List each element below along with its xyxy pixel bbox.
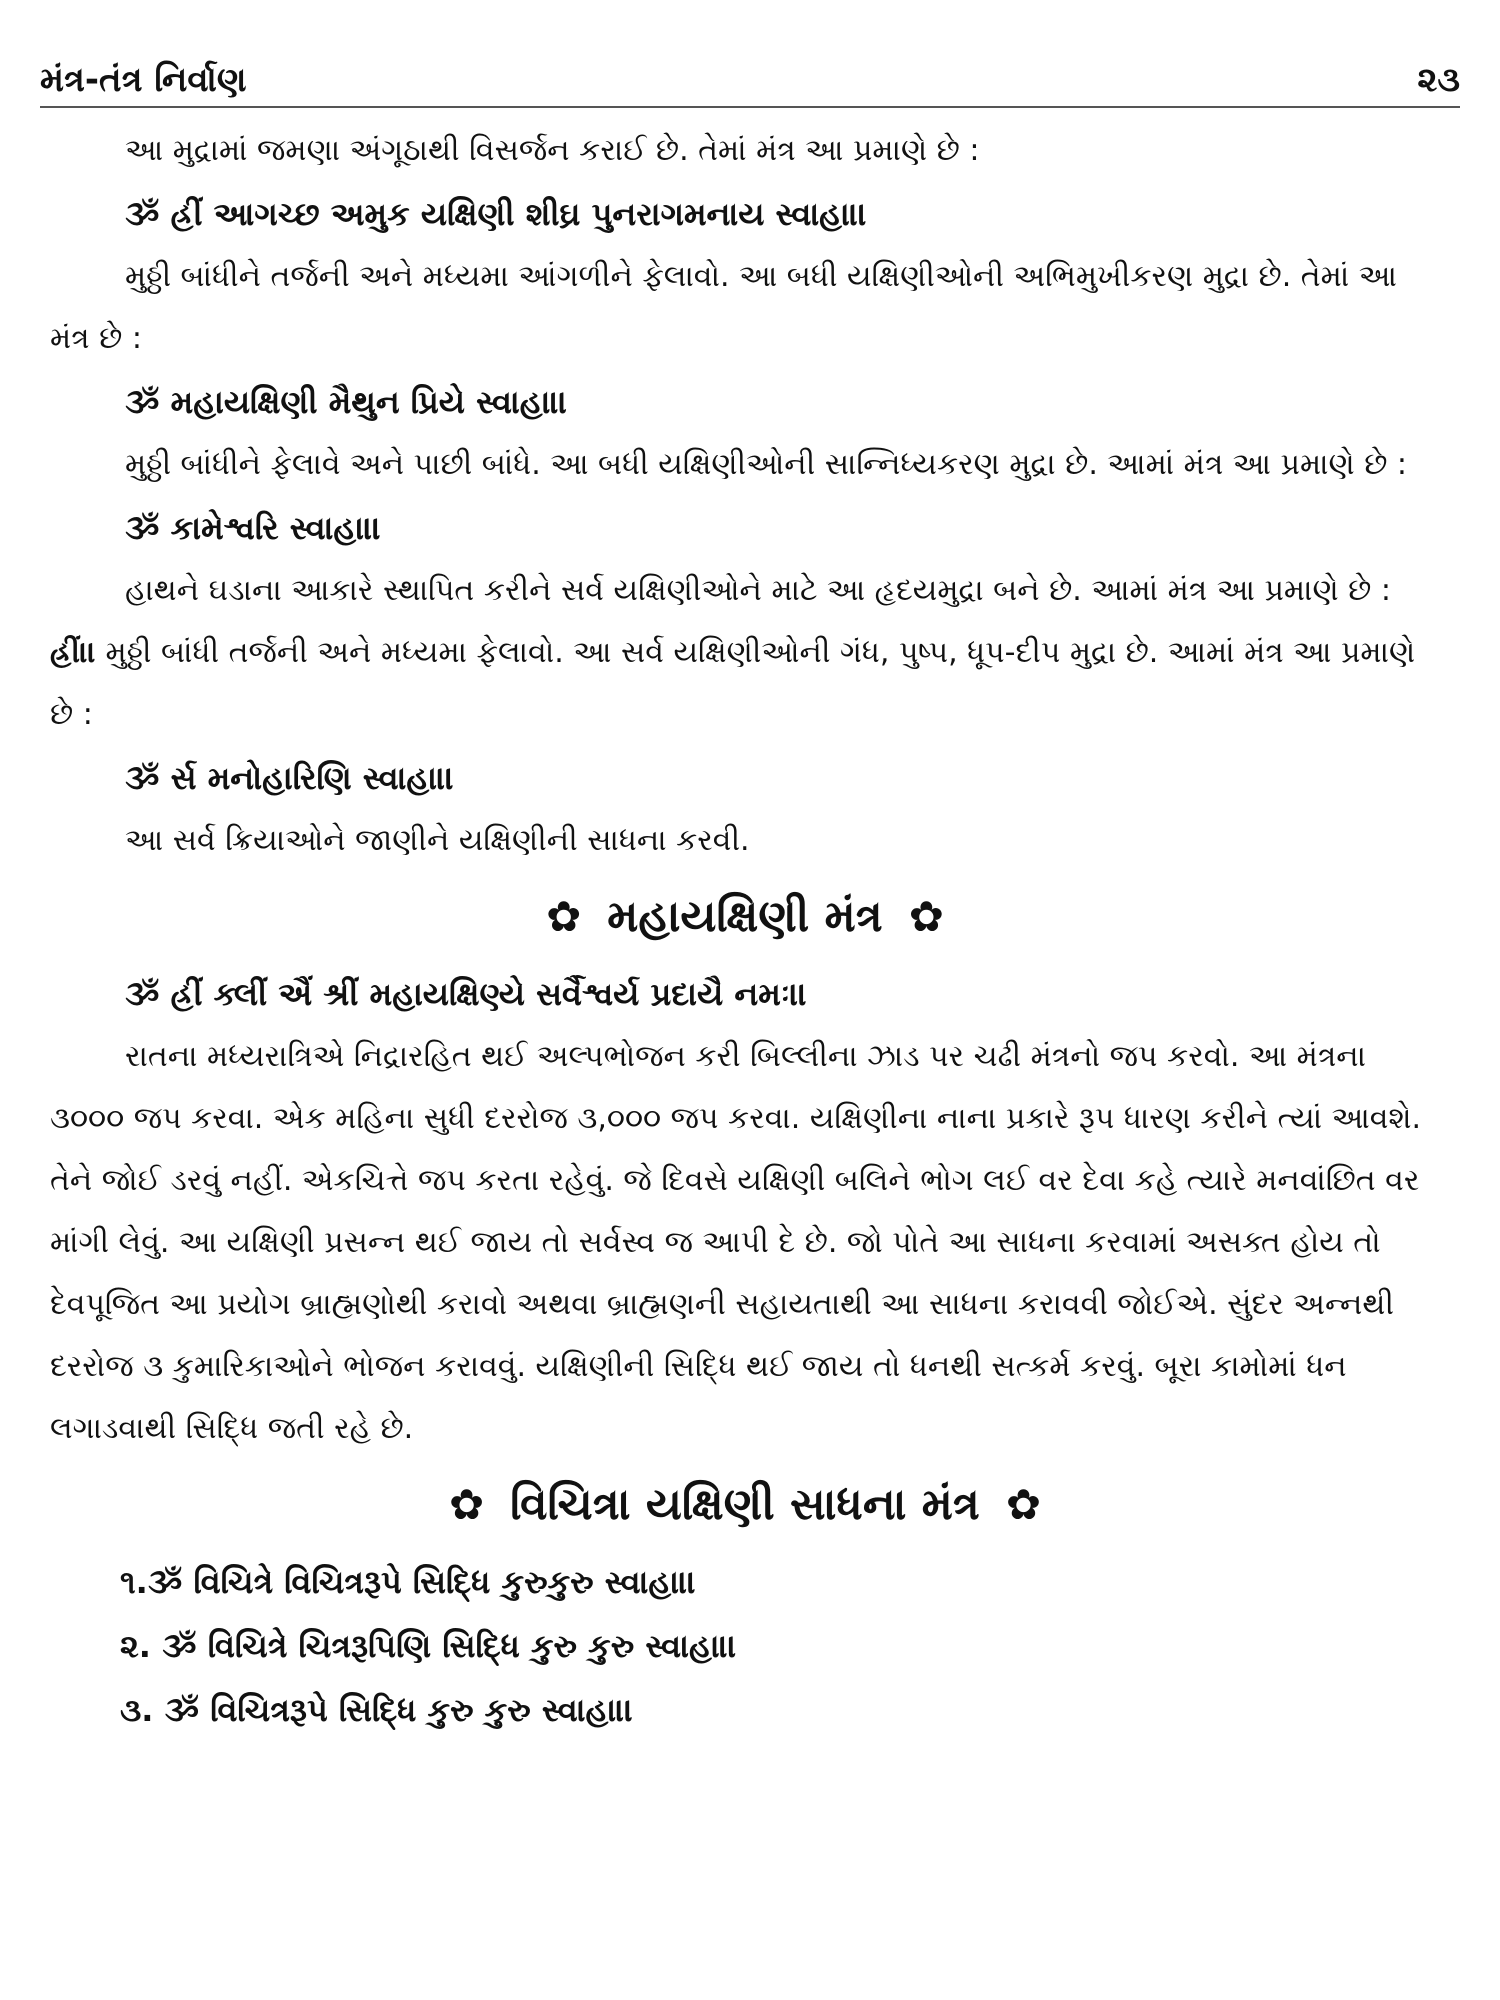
mantra-line: ૐ ર્સ મનોહારિણિ સ્વાહા।। — [125, 759, 455, 797]
list-item: ૨. ૐ વિચિત્રે ચિત્રરૂપિણિ સિદ્ધિ કુરુ કુરુ સ્વાહા।। — [120, 1627, 737, 1665]
paragraph: મુઠ્ઠી બાંધીને તર્જની અને મધ્યમા આંગળીને ફેલાવો. આ બધી યક્ષિણીઓની અભિમુખીકરણ મુદ્રા છે. તેમાં આ મંત્ર છે : — [50, 259, 1397, 356]
flower-ornament-icon: ✿ — [546, 892, 582, 941]
paragraph: મુઠ્ઠી બાંધીને ફેલાવે અને પાછી બાંધે. આ બધી યક્ષિણીઓની સાન્નિધ્યકરણ મુદ્રા છે. આમાં મંત્ર આ પ્રમાણે છે : — [125, 447, 1408, 482]
mantra-line: ૐ કામેશ્વરિ સ્વાહા।। — [125, 509, 382, 547]
section-heading — [50, 1460, 1440, 1550]
mantra-line: ૐ હ્રીં ક્લીં ઐં શ્રીં મહાયક્ષિણ્યે સર્વૈશ્વર્ય પ્રદાયૈ નમઃ।। — [125, 975, 808, 1013]
paragraph: આ સર્વ ક્રિયાઓને જાણીને યક્ષિણીની સાધના કરવી. — [125, 823, 750, 858]
paragraph — [50, 560, 1440, 746]
page-number: ૨૩ — [1417, 60, 1460, 100]
section-title: વિચિત્રા યક્ષિણી સાધના મંત્ર — [510, 1479, 980, 1530]
flower-ornament-icon: ✿ — [908, 892, 944, 941]
list-item: ૩. ૐ વિચિત્રરૂપે સિદ્ધિ કુરુ કુરુ સ્વાહા।। — [120, 1691, 634, 1729]
flower-ornament-icon: ✿ — [448, 1480, 485, 1529]
section-heading — [50, 872, 1440, 962]
running-header — [40, 60, 1460, 108]
paragraph-text: મુઠ્ઠી બાંધી તર્જની અને મધ્યમા ફેલાવો. આ સર્વ યક્ષિણીઓની ગંધ, પુષ્પ, ધૂપ-દીપ મુદ્રા છે. આમાં મંત્ર આ પ્રમાણે છે : — [50, 635, 1416, 732]
flower-ornament-icon: ✿ — [1005, 1480, 1042, 1529]
page-body — [50, 120, 1440, 1742]
inline-mantra: હ્રીં।। — [50, 635, 96, 670]
paragraph-text: હાથને ઘડાના આકારે સ્થાપિત કરીને સર્વ યક્ષિણીઓને માટે આ હૃદયમુદ્રા બને છે. આમાં મંત્ર આ પ્રમાણે છે : — [125, 573, 1391, 608]
mantra-line: ૐ મહાયક્ષિણી મૈથુન પ્રિયે સ્વાહા।। — [125, 383, 568, 421]
list-item: ૧.ૐ વિચિત્રે વિચિત્રરૂપે સિદ્ધિ કુરુકુરુ સ્વાહા।। — [120, 1563, 697, 1601]
paragraph: આ મુદ્રામાં જમણા અંગૂઠાથી વિસર્જન કરાઈ છે. તેમાં મંત્ર આ પ્રમાણે છે : — [125, 133, 980, 168]
mantra-line: ૐ હ્રીં આગચ્છ અમુક યક્ષિણી શીઘ્ર પુનરાગમનાય સ્વાહા।। — [125, 195, 867, 233]
book-title: મંત્ર-તંત્ર નિર્વાણ — [40, 60, 247, 100]
section-title: મહાયક્ષિણી મંત્ર — [607, 891, 883, 942]
paragraph: રાતના મધ્યરાત્રિએ નિદ્રારહિત થઈ અલ્પભોજન કરી બિલ્લીના ઝાડ પર ચઢી મંત્રનો જપ કરવો. આ મંત્રના ૩૦૦૦ જપ કરવા. એક મહિના સુધી દરરોજ ૩,૦૦૦ જપ કરવા. યક્ષિણીના નાના પ્રકારે રૂપ ધારણ કરીને ત્યાં આવશે. તેને જોઈ ડરવું નહીં. એકચિત્તે જપ કરતા રહેવું. જે દિવસે યક્ષિણી બલિને ભોગ લઈ વર દેવા કહે ત્યારે મનવાંછિત વર માંગી લેવું. આ યક્ષિણી પ્રસન્ન થઈ જાય તો સર્વસ્વ જ આપી દે છે. જો પોતે આ સાધના કરવામાં અસક્ત હોય તો દેવપૂજિત આ પ્રયોગ બ્રાહ્મણોથી કરાવો અથવા બ્રાહ્મણની સહાયતાથી આ સાધના કરાવવી જોઈએ. સુંદર અન્નથી દરરોજ ૩ કુમારિકાઓને ભોજન કરાવવું. યક્ષિણીની સિદ્ધિ થઈ જાય તો ધનથી સત્કર્મ કરવું. બૂરા કામોમાં ધન લગાડવાથી સિદ્ધિ જતી રહે છે. — [50, 1039, 1422, 1446]
